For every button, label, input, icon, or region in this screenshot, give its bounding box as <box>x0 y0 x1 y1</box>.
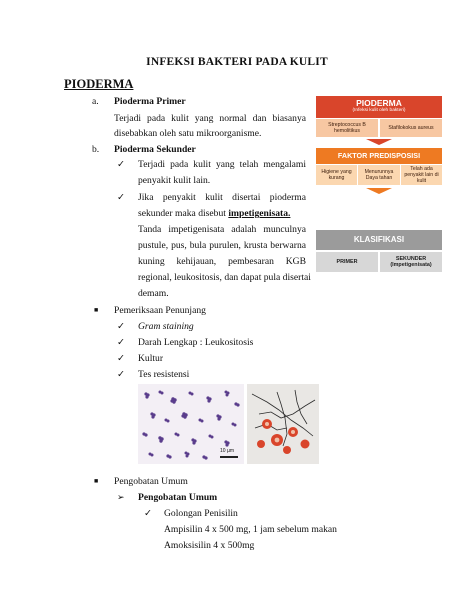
diagram-head1-title: PIODERMA <box>356 98 402 108</box>
checkmark-icon: ✓ <box>117 353 126 364</box>
gram-stain-micrograph <box>138 384 244 464</box>
culture-micrograph <box>247 384 319 464</box>
pioderma-primer-label: Pioderma Primer <box>114 96 186 107</box>
section-heading-pioderma: PIODERMA <box>64 77 134 91</box>
diagram-factor-1: Higiene yang kurang <box>316 165 357 185</box>
pengobatan-label: Pengobatan Umum <box>114 476 188 487</box>
checkmark-icon: ✓ <box>117 159 126 170</box>
sekunder-check2-line5: kuning kehijauan, pembesaran KGB <box>138 256 306 267</box>
pemeriksaan-label: Pemeriksaan Penunjang <box>114 305 206 316</box>
sekunder-check2-line1: Jika penyakit kulit disertai pioderma <box>138 192 306 203</box>
primer-text-line1: Terjadi pada kulit yang normal dan biasanya <box>114 113 306 124</box>
checkmark-icon: ✓ <box>117 321 126 332</box>
pemeriksaan-item-darah: Darah Lengkap : Leukositosis <box>138 337 254 348</box>
list-marker-b: b. <box>92 144 100 155</box>
scale-bar-label: 10 µm <box>220 448 234 454</box>
arrow-right-icon: ➢ <box>117 492 125 502</box>
colony-culture-image <box>247 384 319 464</box>
checkmark-icon: ✓ <box>117 369 126 380</box>
impetigenisata-term: impetigenisata. <box>228 208 291 219</box>
pioderma-diagram <box>316 96 442 276</box>
diagram-cause-left: Streptococcus B hemolitikus <box>316 119 378 137</box>
document-title: INFEKSI BAKTERI PADA KULIT <box>146 56 328 68</box>
pengobatan-line1: Ampisilin 4 x 500 mg, 1 jam sebelum makan <box>164 524 337 535</box>
diagram-cause-right: Stafilokokus aureus <box>380 119 442 137</box>
sekunder-check2-line6: regional, leukositosis, dan dapat pula disertai <box>138 272 311 283</box>
sekunder-check2-line2 <box>138 208 290 219</box>
square-bullet-icon: ■ <box>94 477 99 485</box>
square-bullet-icon: ■ <box>94 306 99 314</box>
diagram-arrow-2 <box>316 188 442 194</box>
diagram-class-primer: PRIMER <box>316 252 378 272</box>
pengobatan-line2: Amoksisilin 4 x 500mg <box>164 540 255 551</box>
diagram-head-faktor: FAKTOR PREDISPOSISI <box>316 148 442 164</box>
pemeriksaan-item-kultur: Kultur <box>138 353 164 364</box>
sekunder-check1-line2: penyakit kulit lain. <box>138 175 211 186</box>
pengobatan-sub-item: Golongan Penisilin <box>164 508 238 519</box>
primer-text-line2: disebabkan oleh satu mikroorganisme. <box>114 128 262 139</box>
sekunder-check1-line1: Terjadi pada kulit yang telah mengalami <box>138 159 306 170</box>
diagram-head-klasifikasi: KLASIFIKASI <box>316 230 442 250</box>
diagram-head-pioderma <box>316 96 442 118</box>
pioderma-sekunder-label: Pioderma Sekunder <box>114 144 196 155</box>
checkmark-icon: ✓ <box>144 508 153 519</box>
pemeriksaan-item-gram: Gram staining <box>138 321 194 332</box>
sekunder-check2-line4: pustule, pus, bula purulen, krusta berwarna <box>138 240 306 251</box>
diagram-factor-2: Menurunnya Daya tahan <box>358 165 400 185</box>
list-marker-a: a. <box>92 96 99 107</box>
diagram-factor-3: Telah ada penyakit lain di kulit <box>401 165 442 185</box>
checkmark-icon: ✓ <box>117 337 126 348</box>
sekunder-check2-line2-text: sekunder maka disebut <box>138 208 229 219</box>
diagram-arrow-1 <box>316 139 442 145</box>
diagram-head1-sub: (Infeksi kulit oleh bakteri) <box>352 108 406 113</box>
sekunder-check2-line7: demam. <box>138 288 169 299</box>
diagram-class-sekunder: SEKUNDER (Impetigenisata) <box>380 252 442 272</box>
pemeriksaan-item-tes: Tes resistensi <box>138 369 190 380</box>
checkmark-icon: ✓ <box>117 192 126 203</box>
sekunder-check2-line3: Tanda impetigenisata adalah munculnya <box>138 224 306 235</box>
pengobatan-sub-label: Pengobatan Umum <box>138 492 218 503</box>
